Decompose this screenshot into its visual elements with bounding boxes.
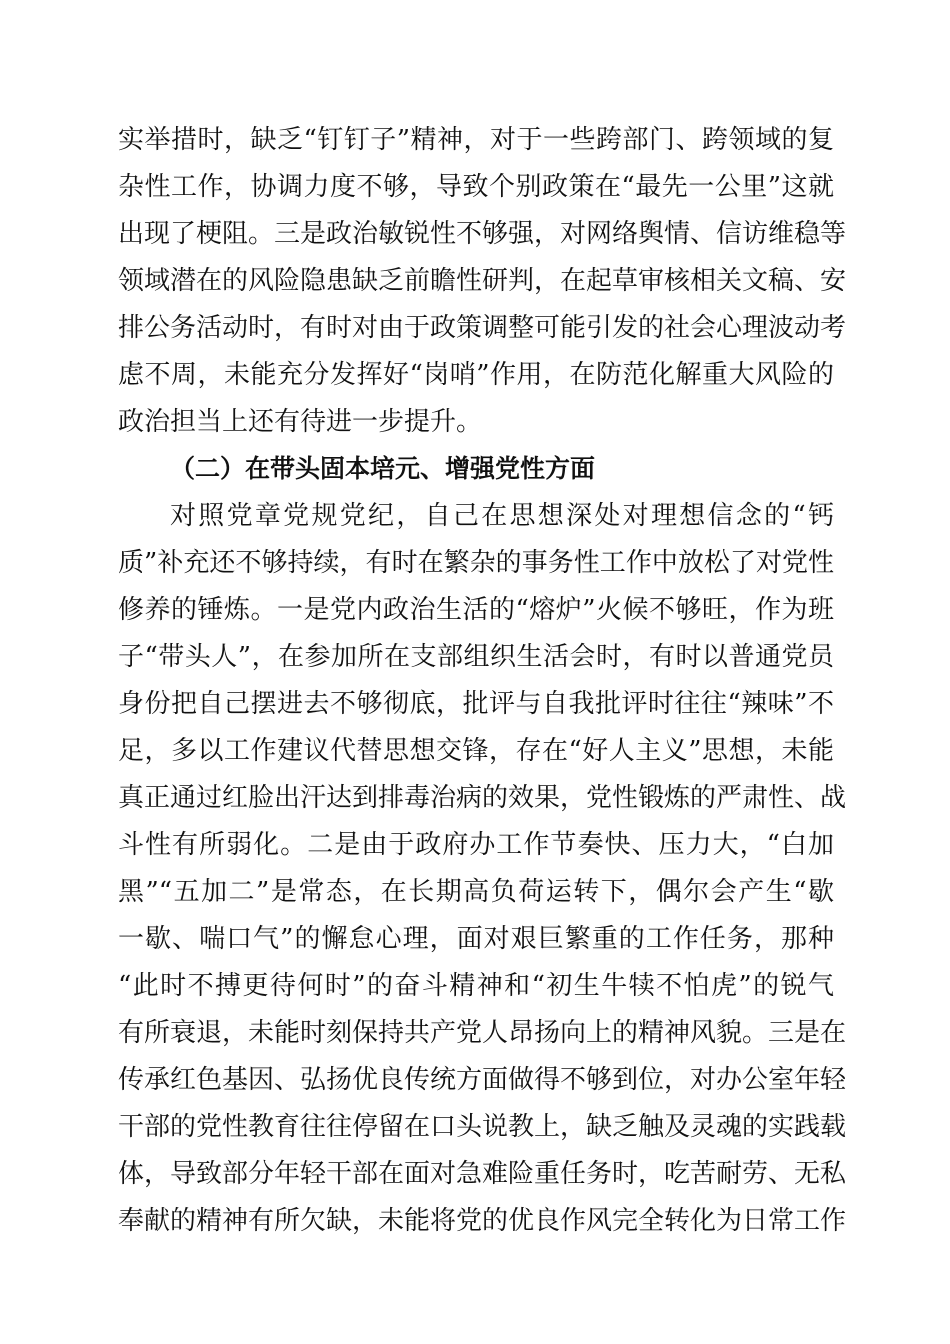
paragraph-1-line-2: 杂性工作，协调力度不够，导致个别政策在“最先一公里”这就 (118, 172, 834, 202)
paragraph-2-line-3: 修养的锤炼。一是党内政治生活的“熔炉”火候不够旺，作为班 (118, 595, 834, 625)
paragraph-1-line-3: 出现了梗阻。三是政治敏锐性不够强，对网络舆情、信访维稳等 (118, 219, 847, 249)
paragraph-1-line-1: 实举措时，缺乏“钉钉子”精神，对于一些跨部门、跨领域的复 (118, 125, 834, 155)
paragraph-2-line-16: 奉献的精神有所欠缺，未能将党的优良作风完全转化为日常工作 (118, 1206, 847, 1236)
paragraph-1-line-6: 虑不周，未能充分发挥好“岗哨”作用，在防范化解重大风险的 (118, 360, 834, 390)
paragraph-2-line-11: “此时不搏更待何时”的奋斗精神和“初生牛犊不怕虎”的锐气 (118, 971, 834, 1001)
section-heading: （二）在带头固本培元、增强党性方面 (170, 454, 596, 483)
paragraph-2-line-7: 真正通过红脸出汗达到排毒治病的效果，党性锻炼的严肃性、战 (118, 783, 847, 813)
paragraph-2-line-2: 质”补充还不够持续，有时在繁杂的事务性工作中放松了对党性 (118, 548, 834, 578)
paragraph-2-line-15: 体，导致部分年轻干部在面对急难险重任务时，吃苦耐劳、无私 (118, 1159, 847, 1189)
paragraph-2-line-14: 干部的党性教育往往停留在口头说教上，缺乏触及灵魂的实践载 (118, 1112, 847, 1142)
paragraph-2-line-5: 身份把自己摆进去不够彻底，批评与自我批评时往往“辣味”不 (118, 689, 834, 719)
paragraph-1-line-5: 排公务活动时，有时对由于政策调整可能引发的社会心理波动考 (118, 313, 847, 343)
paragraph-2-line-6: 足，多以工作建议代替思想交锋，存在“好人主义”思想，未能 (118, 736, 834, 766)
paragraph-1-line-7: 政治担当上还有待进一步提升。 (118, 407, 483, 437)
paragraph-2-line-8: 斗性有所弱化。二是由于政府办工作节奏快、压力大，“白加 (118, 830, 834, 860)
paragraph-2-line-4: 子“带头人”，在参加所在支部组织生活会时，有时以普通党员 (118, 642, 834, 672)
paragraph-2-line-13: 传承红色基因、弘扬优良传统方面做得不够到位，对办公室年轻 (118, 1065, 847, 1095)
paragraph-1-line-4: 领域潜在的风险隐患缺乏前瞻性研判，在起草审核相关文稿、安 (118, 266, 847, 296)
paragraph-2-line-1: 对照党章党规党纪，自己在思想深处对理想信念的“钙 (170, 501, 834, 531)
paragraph-2-line-10: 一歇、喘口气”的懈怠心理，面对艰巨繁重的工作任务，那种 (118, 924, 834, 954)
paragraph-2-line-12: 有所衰退，未能时刻保持共产党人昂扬向上的精神风貌。三是在 (118, 1018, 847, 1048)
paragraph-2-line-9: 黑”“五加二”是常态，在长期高负荷运转下，偶尔会产生“歇 (118, 877, 834, 907)
